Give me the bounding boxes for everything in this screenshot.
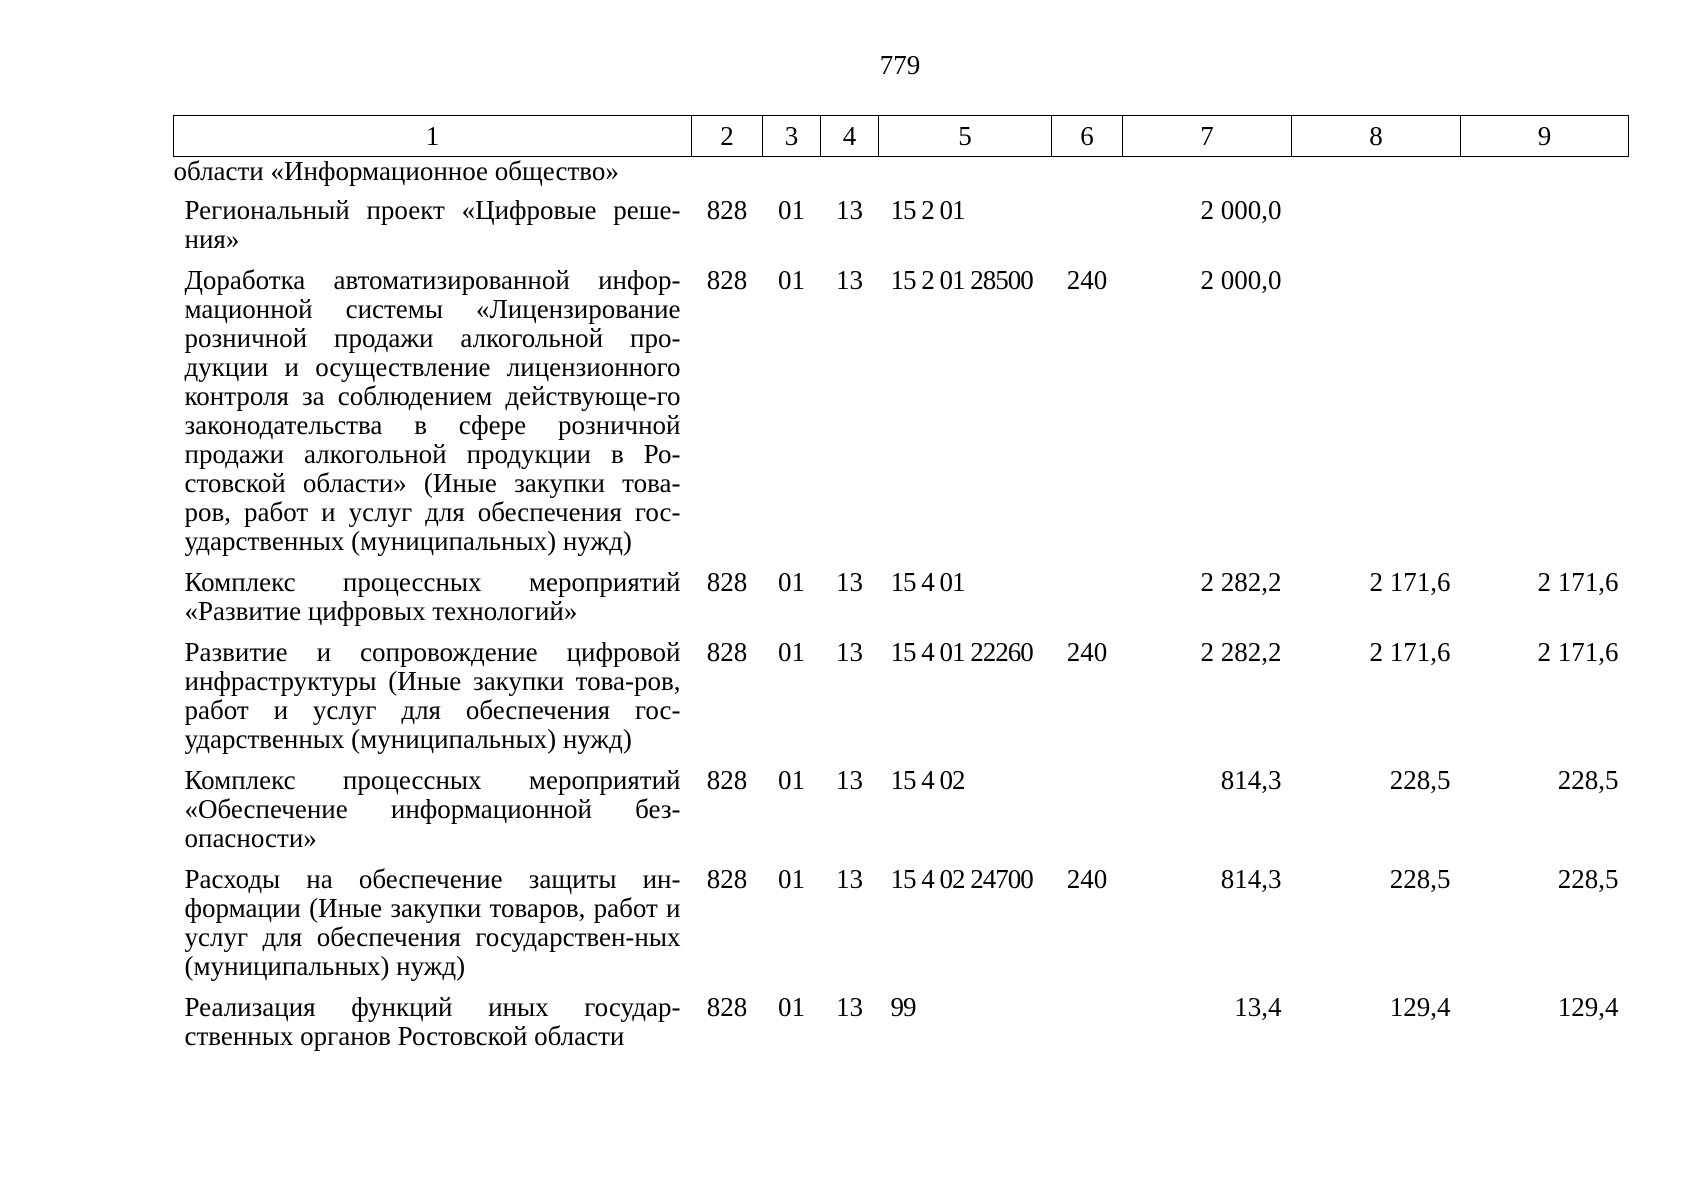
table-row: [174, 766, 1629, 865]
row-col6: [1052, 766, 1123, 865]
row-col6: 240: [1066, 864, 1108, 894]
row-col6: 240: [1066, 637, 1108, 667]
row-col5: 15 4 02 24700: [890, 864, 1033, 894]
row-col4: 13: [836, 637, 863, 667]
row-col7: 2 000,0: [1200, 195, 1282, 225]
row-col2: 828: [706, 637, 748, 667]
row-col7: 2 282,2: [1200, 637, 1282, 667]
row-col8: 228,5: [1389, 765, 1451, 795]
row-col6: [1052, 993, 1123, 1063]
row-col6: [1052, 196, 1123, 266]
row-col4: 13: [836, 765, 863, 795]
header-cell: 2: [692, 116, 763, 157]
row-col8: [1292, 196, 1461, 266]
row-col7: 2 000,0: [1200, 265, 1282, 295]
header-row: [174, 116, 1629, 157]
header-cell: 5: [879, 116, 1052, 157]
row-col2: 828: [706, 864, 748, 894]
row-col3: 01: [778, 265, 805, 295]
row-col3: 01: [778, 637, 805, 667]
row-name: Комплекс процессных мероприятий «Развитие цифровых технологий»: [184, 567, 681, 626]
row-col2: 828: [706, 765, 748, 795]
row-col2: 828: [706, 265, 748, 295]
row-col2: 828: [706, 567, 748, 597]
row-col9: 228,5: [1557, 864, 1619, 894]
row-col8: [1292, 266, 1461, 568]
row-col5: 15 4 01 22260: [890, 637, 1033, 667]
table-row: [174, 568, 1629, 638]
row-name: Комплекс процессных мероприятий «Обеспечение информационной без-опасности»: [184, 765, 681, 853]
row-col5: 15 4 01: [890, 567, 965, 597]
row-name: Расходы на обеспечение защиты ин-формации (Иные закупки товаров, работ и услуг для обеспечения государствен-ных (муниципальных) нужд): [184, 864, 681, 981]
row-col7: 814,3: [1220, 864, 1282, 894]
row-col3: 01: [778, 765, 805, 795]
row-col3: 01: [778, 992, 805, 1022]
row-col8: 129,4: [1389, 992, 1451, 1022]
row-col9: 2 171,6: [1537, 637, 1619, 667]
row-col8: 2 171,6: [1369, 637, 1451, 667]
row-col5: 15 4 02: [890, 765, 965, 795]
row-col4: 13: [836, 195, 863, 225]
table-row: [174, 865, 1629, 993]
row-col4: 13: [836, 864, 863, 894]
row-col9: [1461, 196, 1629, 266]
row-col9: 228,5: [1557, 765, 1619, 795]
row-col6: [1052, 568, 1123, 638]
header-cell: 8: [1292, 116, 1461, 157]
row-col3: 01: [778, 195, 805, 225]
row-name: Доработка автоматизированной инфор-мационной системы «Лицензирование розничной продажи алкогольной про-дукции и осуществление лицензионного контроля за соблюдением действующе-го законодательства в сфере розничной продажи алкогольной продукции в Ро-стовской области» (Иные закупки това-ров, работ и услуг для обеспечения гос-ударственных (муниципальных) нужд): [184, 265, 681, 556]
row-col9: [1461, 266, 1629, 568]
row-col7: 13,4: [1234, 992, 1282, 1022]
row-col5: 15 2 01 28500: [890, 265, 1033, 295]
row-name: Развитие и сопровождение цифровой инфраструктуры (Иные закупки това-ров, работ и услуг для обеспечения гос-ударственных (муниципальных) нужд): [184, 637, 681, 754]
row-col3: 01: [778, 864, 805, 894]
header-cell: 3: [763, 116, 821, 157]
header-cell: 7: [1123, 116, 1292, 157]
header-cell: 4: [821, 116, 879, 157]
budget-table: [173, 115, 1629, 1063]
row-col4: 13: [836, 567, 863, 597]
row-col8: 228,5: [1389, 864, 1451, 894]
row-col9: 2 171,6: [1537, 567, 1619, 597]
continuation-row: [174, 157, 1629, 197]
row-col8: 2 171,6: [1369, 567, 1451, 597]
table-row: [174, 638, 1629, 766]
row-col5: 99: [890, 992, 916, 1022]
row-col2: 828: [706, 992, 748, 1022]
row-col7: 814,3: [1220, 765, 1282, 795]
row-name: Региональный проект «Цифровые реше-ния»: [184, 195, 681, 254]
row-col2: 828: [706, 195, 748, 225]
row-col4: 13: [836, 265, 863, 295]
row-col3: 01: [778, 567, 805, 597]
row-col5: 15 2 01: [890, 195, 965, 225]
row-col4: 13: [836, 992, 863, 1022]
table-row: [174, 266, 1629, 568]
header-cell: 6: [1052, 116, 1123, 157]
table-row: [174, 196, 1629, 266]
row-col9: 129,4: [1557, 992, 1619, 1022]
page-number: 779: [879, 50, 921, 80]
continuation-text: области «Информационное общество»: [173, 156, 619, 186]
header-cell: 9: [1461, 116, 1629, 157]
row-col7: 2 282,2: [1200, 567, 1282, 597]
row-name: Реализация функций иных государ-ственных органов Ростовской области: [184, 992, 681, 1051]
header-cell: 1: [174, 116, 692, 157]
row-col6: 240: [1066, 265, 1108, 295]
table-row: [174, 993, 1629, 1063]
